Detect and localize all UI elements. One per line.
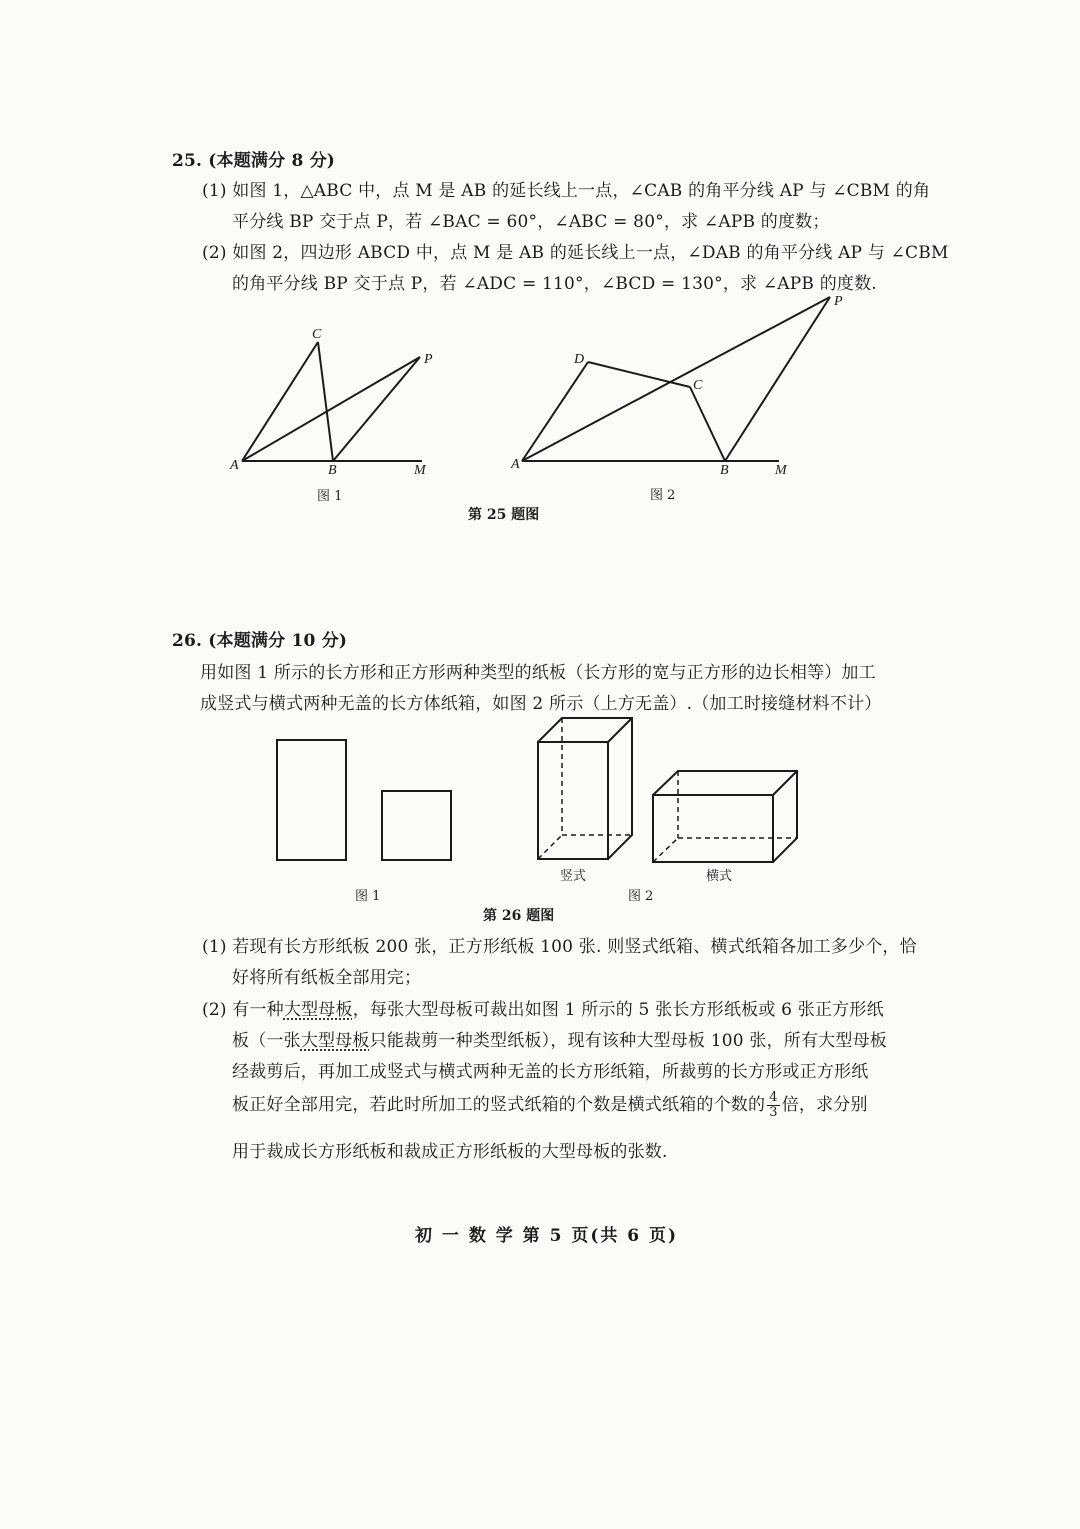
vertical-box: [538, 718, 632, 859]
q25-fig2-caption: 图 2: [650, 488, 676, 503]
fig2-label-D: D: [574, 352, 585, 367]
horizontal-box: [653, 771, 797, 862]
q25-part2-line1: (2) 如图 2，四边形 ABCD 中，点 M 是 AB 的延长线上一点，∠DAB 的角平分线 AP 与 ∠CBM: [202, 243, 949, 263]
fig1-label-C: C: [312, 327, 322, 342]
fig2-label-C: C: [693, 378, 703, 393]
fig2-label-M: M: [775, 463, 787, 478]
q26-part2-line2: [232, 1026, 887, 1051]
q25-fig1-caption: 图 1: [317, 489, 343, 504]
fraction-denominator: 3: [769, 1105, 778, 1120]
fig1-label-B: B: [328, 463, 337, 478]
q26-figure-title: 第 26 题图: [483, 908, 555, 924]
q26-intro-line1: 用如图 1 所示的长方形和正方形两种类型的纸板（长方形的宽与正方形的边长相等）加工: [200, 663, 876, 683]
q26-vertical-label: 竖式: [560, 869, 587, 884]
q26-part2-line4-start: 板正好全部用完，若此时所加工的竖式纸箱的个数是横式纸箱的个数的: [232, 1095, 766, 1115]
page-footer: 初 一 数 学 第 5 页(共 6 页): [415, 1226, 679, 1246]
fig2-label-P: P: [834, 294, 843, 309]
fig2-label-B: B: [720, 463, 729, 478]
q25-header: 25. (本题满分 8 分): [172, 151, 336, 171]
fraction-four-thirds: [767, 1091, 779, 1120]
q26-part2-line5: 用于裁成长方形纸板和裁成正方形纸板的大型母板的张数.: [232, 1142, 668, 1162]
q26-part2-line2-end: 只能裁剪一种类型纸板），现有该种大型母板 100 张，所有大型母板: [369, 1031, 887, 1051]
q26-part2-line4: [232, 1090, 868, 1120]
q26-part2-line4-end: 倍，求分别: [781, 1095, 868, 1115]
fig2-label-A: A: [511, 457, 520, 472]
q26-header: 26. (本题满分 10 分): [172, 631, 348, 651]
q26-intro-line2: 成竖式与横式两种无盖的长方体纸箱，如图 2 所示（上方无盖）.（加工时接缝材料不计）: [200, 694, 882, 714]
q26-part1-line1: (1) 若现有长方形纸板 200 张，正方形纸板 100 张. 则竖式纸箱、横式纸箱各加工多少个，恰: [202, 937, 917, 957]
fig1-label-A: A: [230, 458, 239, 473]
emphasis-large-board: 大型母板: [283, 1000, 353, 1020]
q25-part2-line2: 的角平分线 BP 交于点 P，若 ∠ADC = 110°，∠BCD = 130°，求 ∠APB 的度数.: [232, 274, 877, 294]
q26-part1-line2: 好将所有纸板全部用完；: [232, 968, 422, 988]
q26-part2-line2-start: 板（一张: [232, 1031, 301, 1051]
q26-part2-line3: 经裁剪后，再加工成竖式与横式两种无盖的长方形纸箱，所裁剪的长方形或正方形纸: [232, 1062, 869, 1082]
fig1-label-M: M: [414, 463, 426, 478]
q26-part2-line1-end: ，每张大型母板可裁出如图 1 所示的 5 张长方形纸板或 6 张正方形纸: [352, 1000, 884, 1020]
emphasis-large-board-2: 大型母板: [300, 1031, 370, 1051]
q26-part2-line1-start: (2) 有一种: [202, 1000, 284, 1020]
q25-figure-title: 第 25 题图: [468, 507, 540, 523]
q25-part1-line1: (1) 如图 1，△ABC 中，点 M 是 AB 的延长线上一点，∠CAB 的角平分线 AP 与 ∠CBM 的角: [202, 181, 931, 201]
q26-fig2-caption: 图 2: [628, 889, 654, 904]
fig1-label-P: P: [424, 352, 433, 367]
q26-fig1-caption: 图 1: [355, 889, 381, 904]
fraction-numerator: 4: [769, 1090, 778, 1105]
q26-horizontal-label: 横式: [706, 869, 733, 884]
q25-part1-line2: 平分线 BP 交于点 P，若 ∠BAC = 60°，∠ABC = 80°，求 ∠APB 的度数；: [232, 212, 830, 232]
q26-part2-line1: [202, 995, 884, 1020]
